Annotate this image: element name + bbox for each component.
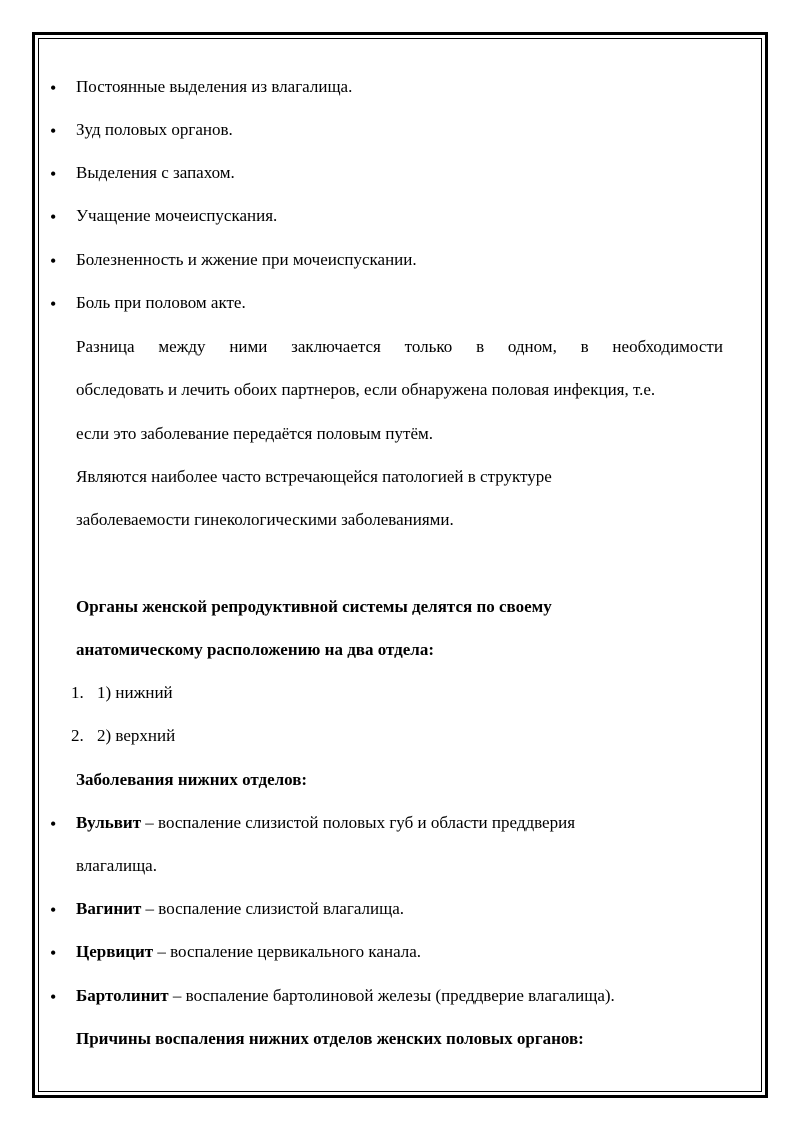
section-heading: Заболевания нижних отделов: [76,770,308,789]
symptom-item: Постоянные выделения из влагалища. [76,77,353,96]
paragraph-line: если это заболевание передаётся половым путём. [76,424,433,443]
word: ними [229,337,268,356]
word: в [580,337,589,356]
bullet-icon: • [50,987,57,1007]
section-heading: анатомическому расположению на два отдела: [76,640,434,659]
symptom-item: Учащение мочеиспускания. [76,206,278,225]
bullet-icon: • [50,164,57,184]
paragraph-line: Являются наиболее часто встречающейся патологией в структуре [76,467,552,486]
bullet-icon: • [50,78,57,98]
disease-desc: – воспаление слизистой влагалища. [141,899,404,918]
word: Разница [76,337,135,356]
symptom-item: Зуд половых органов. [76,120,233,139]
disease-term: Вагинит [76,899,142,918]
list-item: 2) верхний [97,726,176,745]
disease-term: Бартолинит [76,986,169,1005]
disease-item [76,899,404,919]
word: в [476,337,485,356]
disease-term: Вульвит [76,813,142,832]
bullet-icon: • [50,251,57,271]
word: необходимости [612,337,723,356]
disease-desc: – воспаление цервикального канала. [153,942,422,961]
disease-item [76,986,615,1006]
bullet-icon: • [50,900,57,920]
paragraph-line: обследовать и лечить обоих партнеров, если обнаружена половая инфекция, т.е. [76,380,656,399]
bullet-icon: • [50,121,57,141]
disease-desc: – воспаление бартолиновой железы (преддверие влагалища). [168,986,615,1005]
word: одном, [507,337,557,356]
paragraph-line: заболеваемости гинекологическими заболеваниями. [76,510,454,529]
disease-term: Цервицит [76,942,154,961]
symptom-item: Боль при половом акте. [76,293,246,312]
word: только [404,337,453,356]
word: заключается [291,337,381,356]
list-number: 2. [71,726,84,745]
list-number: 1. [71,683,84,702]
section-heading: Причины воспаления нижних отделов женских половых органов: [76,1029,584,1048]
list-item: 1) нижний [97,683,173,702]
section-heading: Органы женской репродуктивной системы делятся по своему [76,597,552,616]
page-border-inner [38,38,762,1092]
bullet-icon: • [50,294,57,314]
disease-item [76,813,575,833]
disease-desc: – воспаление слизистой половых губ и области преддверия [141,813,576,832]
symptom-item: Болезненность и жжение при мочеиспускании. [76,250,417,269]
symptom-item: Выделения с запахом. [76,163,235,182]
bullet-icon: • [50,943,57,963]
bullet-icon: • [50,814,57,834]
word: между [158,337,206,356]
disease-item-cont: влагалища. [76,856,157,875]
paragraph-line-justified [76,337,723,357]
bullet-icon: • [50,207,57,227]
disease-item [76,942,421,962]
